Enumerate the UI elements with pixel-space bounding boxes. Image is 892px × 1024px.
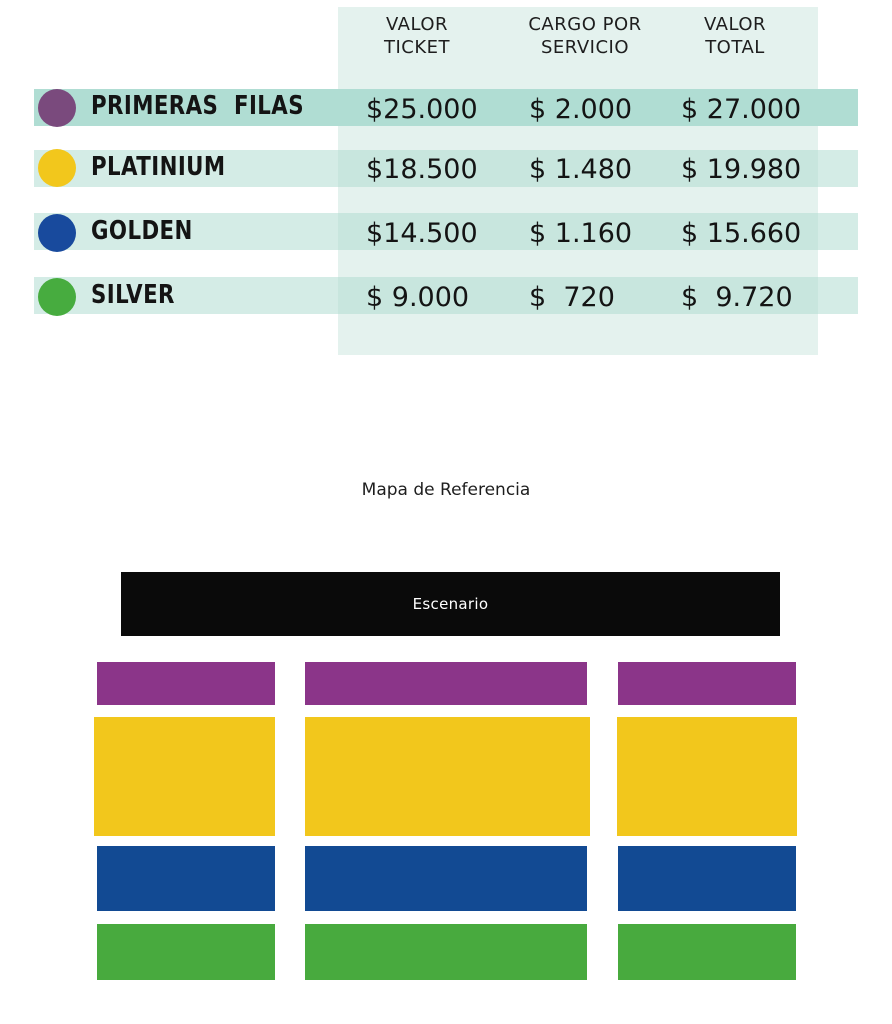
tier-total-price-golden: $ 15.660 bbox=[681, 218, 802, 249]
header-ticket-value-line1: VALOR bbox=[385, 14, 449, 35]
tier-service-charge-primeras-filas: $ 2.000 bbox=[529, 94, 633, 125]
section-platinium-left[interactable] bbox=[94, 717, 275, 836]
tier-name-silver: SILVER bbox=[91, 280, 175, 310]
tier-color-dot-golden bbox=[38, 214, 76, 252]
section-primeras-filas-right[interactable] bbox=[618, 662, 796, 705]
header-service-charge-line1: CARGO POR bbox=[528, 14, 642, 35]
tier-service-charge-silver: $ 720 bbox=[529, 282, 615, 313]
section-silver-right[interactable] bbox=[618, 924, 796, 980]
header-total-value bbox=[655, 13, 815, 59]
tier-name-primeras-filas: PRIMERAS FILAS bbox=[91, 91, 304, 121]
header-ticket-value-line2: TICKET bbox=[383, 37, 451, 58]
tier-ticket-price-platinium: $18.500 bbox=[366, 154, 478, 185]
header-ticket-value bbox=[337, 13, 497, 59]
section-silver-left[interactable] bbox=[97, 924, 275, 980]
stage bbox=[121, 572, 780, 636]
tier-total-price-platinium: $ 19.980 bbox=[681, 154, 802, 185]
tier-name-golden: GOLDEN bbox=[91, 216, 193, 246]
section-platinium-center[interactable] bbox=[305, 717, 590, 836]
section-golden-center[interactable] bbox=[305, 846, 587, 911]
section-silver-center[interactable] bbox=[305, 924, 587, 980]
header-service-charge bbox=[505, 13, 665, 59]
stage-label: Escenario bbox=[412, 595, 489, 613]
tier-total-price-primeras-filas: $ 27.000 bbox=[681, 94, 802, 125]
section-primeras-filas-center[interactable] bbox=[305, 662, 587, 705]
tier-total-price-silver: $ 9.720 bbox=[681, 282, 793, 313]
map-title: Mapa de Referencia bbox=[361, 480, 531, 500]
header-service-charge-line2: SERVICIO bbox=[541, 37, 629, 58]
header-total-value-line1: VALOR bbox=[703, 14, 767, 35]
section-platinium-right[interactable] bbox=[617, 717, 797, 836]
tier-ticket-price-silver: $ 9.000 bbox=[366, 282, 470, 313]
section-golden-left[interactable] bbox=[97, 846, 275, 911]
tier-color-dot-primeras-filas bbox=[38, 89, 76, 127]
tier-name-platinium: PLATINIUM bbox=[91, 152, 226, 182]
tier-color-dot-platinium bbox=[38, 149, 76, 187]
section-primeras-filas-left[interactable] bbox=[97, 662, 275, 705]
header-total-value-line2: TOTAL bbox=[705, 37, 765, 58]
tier-service-charge-golden: $ 1.160 bbox=[529, 218, 633, 249]
tier-service-charge-platinium: $ 1.480 bbox=[529, 154, 633, 185]
tier-color-dot-silver bbox=[38, 278, 76, 316]
section-golden-right[interactable] bbox=[618, 846, 796, 911]
tier-ticket-price-primeras-filas: $25.000 bbox=[366, 94, 478, 125]
tier-ticket-price-golden: $14.500 bbox=[366, 218, 478, 249]
